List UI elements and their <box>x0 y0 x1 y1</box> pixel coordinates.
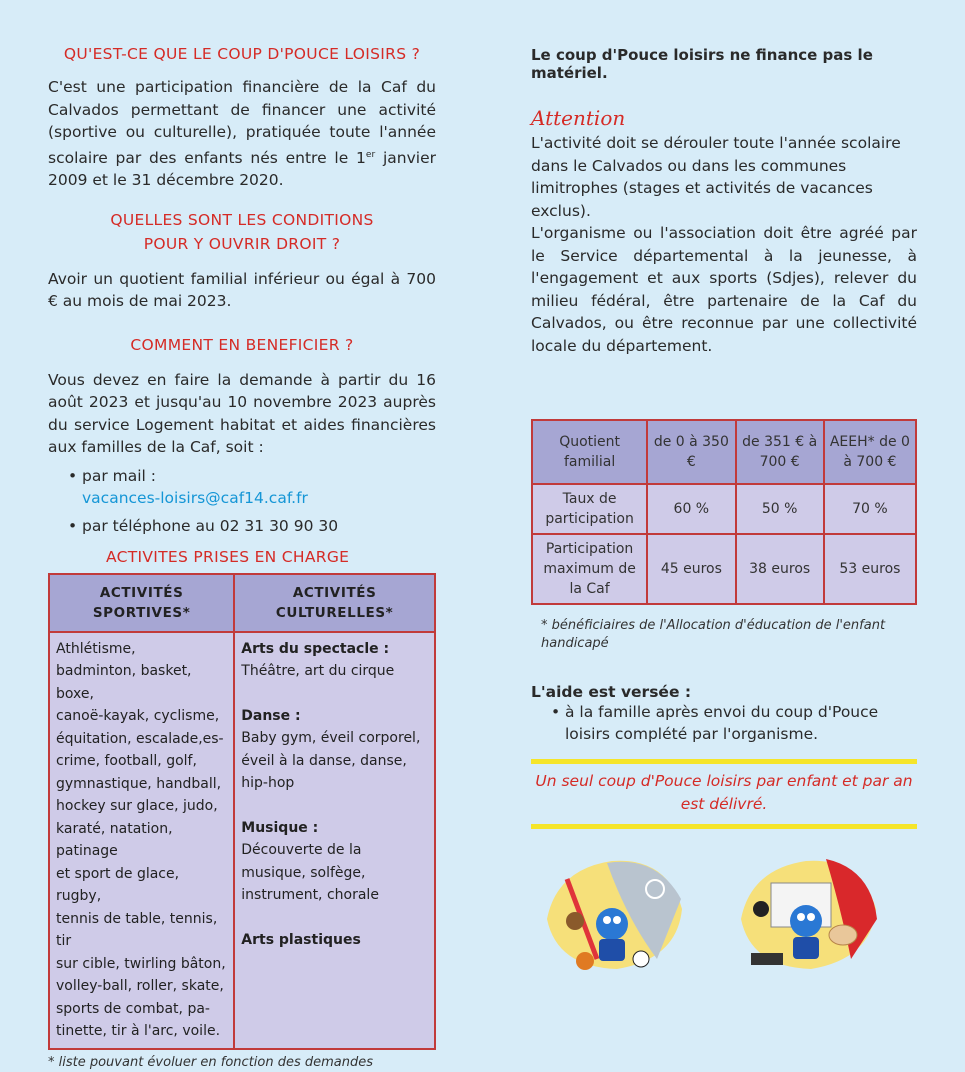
activities-table <box>48 573 436 1050</box>
attention-paragraph-1: L'activité doit se dérouler toute l'année scolaire dans le Calvados ou dans les communes limitrophes (stages et activités de vacances exclus). <box>531 134 901 220</box>
mail-link[interactable]: vacances-loisirs@caf14.caf.fr <box>82 488 308 507</box>
attention-title: Attention <box>531 106 626 130</box>
qf-row-taux-label: Taux de participation <box>532 484 647 534</box>
qf-header-range-1: de 0 à 350 € <box>647 420 735 484</box>
title-conditions: QUELLES SONT LES CONDITIONS POUR Y OUVRIR DROIT ? <box>110 210 374 253</box>
no-material-note: Le coup d'Pouce loisirs ne finance pas le matériel. <box>531 46 873 82</box>
bullet-icon: • <box>68 516 78 535</box>
slogan: Un seul coup d'Pouce loisirs par enfant et par an est délivré. <box>535 772 913 813</box>
contact-list <box>48 465 436 537</box>
header-culture: ACTIVITÉS CULTURELLES* <box>234 574 435 632</box>
qf-taux-2: 50 % <box>736 484 824 534</box>
title-how: COMMENT EN BENEFICIER ? <box>130 335 354 354</box>
conditions-paragraph: Avoir un quotient familial inférieur ou égal à 700 € au mois de mai 2023. <box>48 269 436 311</box>
qf-header-range-2: de 351 € à 700 € <box>736 420 824 484</box>
attention-paragraph-2: L'organisme ou l'association doit être agréé par le Service départemental à la jeunesse, à l'engagement et aux sports (Sdjes), relever du milieu fédéral, être partenaire de la Caf du Calvados, ou être reconnue par une collectivité locale du département. <box>531 224 917 355</box>
yellow-divider-top <box>531 759 917 764</box>
contact-mail: • par mail : vacances-loisirs@caf14.caf.fr <box>68 466 308 507</box>
qf-max-2: 38 euros <box>736 534 824 604</box>
illustrations <box>531 849 917 979</box>
contact-phone: • par téléphone au 02 31 30 90 30 <box>68 516 339 535</box>
qf-max-3: 53 euros <box>824 534 916 604</box>
right-column <box>531 0 917 979</box>
quotient-table <box>531 419 917 605</box>
qf-footnote: * bénéficiaires de l'Allocation d'éducation de l'enfant handicapé <box>541 618 886 651</box>
qf-taux-1: 60 % <box>647 484 735 534</box>
title-what-is: QU'EST-CE QUE LE COUP D'POUCE LOISIRS ? <box>63 45 421 63</box>
sport-mascot-illustration <box>537 849 687 979</box>
qf-taux-3: 70 % <box>824 484 916 534</box>
aide-title: L'aide est versée : <box>531 683 692 701</box>
header-sport: ACTIVITÉS SPORTIVES* <box>49 574 234 632</box>
qf-header-label: Quotient familial <box>532 420 647 484</box>
culture-list: Arts du spectacle : Théâtre, art du cirque Danse : Baby gym, éveil corporel, éveil à la danse, danse, hip-hop Musique : Découverte de la musique, solfège, instrument, chorale Arts plastiques <box>234 632 435 1049</box>
title-activities: ACTIVITES PRISES EN CHARGE <box>106 547 350 566</box>
activities-footnote: * liste pouvant évoluer en fonction des demandes <box>48 1054 374 1070</box>
bullet-icon: • <box>68 466 78 485</box>
qf-max-1: 45 euros <box>647 534 735 604</box>
how-paragraph: Vous devez en faire la demande à partir du 16 août 2023 et jusqu'au 10 novembre 2023 auprès du service Logement habitat et aides financières aux familles de la Caf, soit : <box>48 370 436 457</box>
qf-row-max-label: Participation maximum de la Caf <box>532 534 647 604</box>
aide-item: • à la famille après envoi du coup d'Pouce loisirs complété par l'organisme. <box>551 703 879 743</box>
yellow-divider-bottom <box>531 824 917 829</box>
culture-mascot-illustration <box>731 849 881 979</box>
left-column <box>48 0 436 1072</box>
sport-list: Athlétisme, badminton, basket, boxe, canoë-kayak, cyclisme, équitation, escalade,es- crime, football, golf, gymnastique, handball, hockey sur glace, judo, karaté, natation, patinage et sport de glace, rugby, tennis de table, tennis, tir sur cible, twirling bâton, volley-ball, roller, skate, sports de combat, pa- tinette, tir à l'arc, voile. <box>49 632 234 1049</box>
qf-header-aeeh: AEEH* de 0 à 700 € <box>824 420 916 484</box>
intro-paragraph: C'est une participation financière de la Caf du Calvados permettant de financer une activité (sportive ou culturelle), pratiquée toute l'année scolaire par des enfants nés entre le 1er janvier 2009 et le 31 décembre 2020. <box>48 78 436 190</box>
bullet-icon: • <box>551 703 561 721</box>
